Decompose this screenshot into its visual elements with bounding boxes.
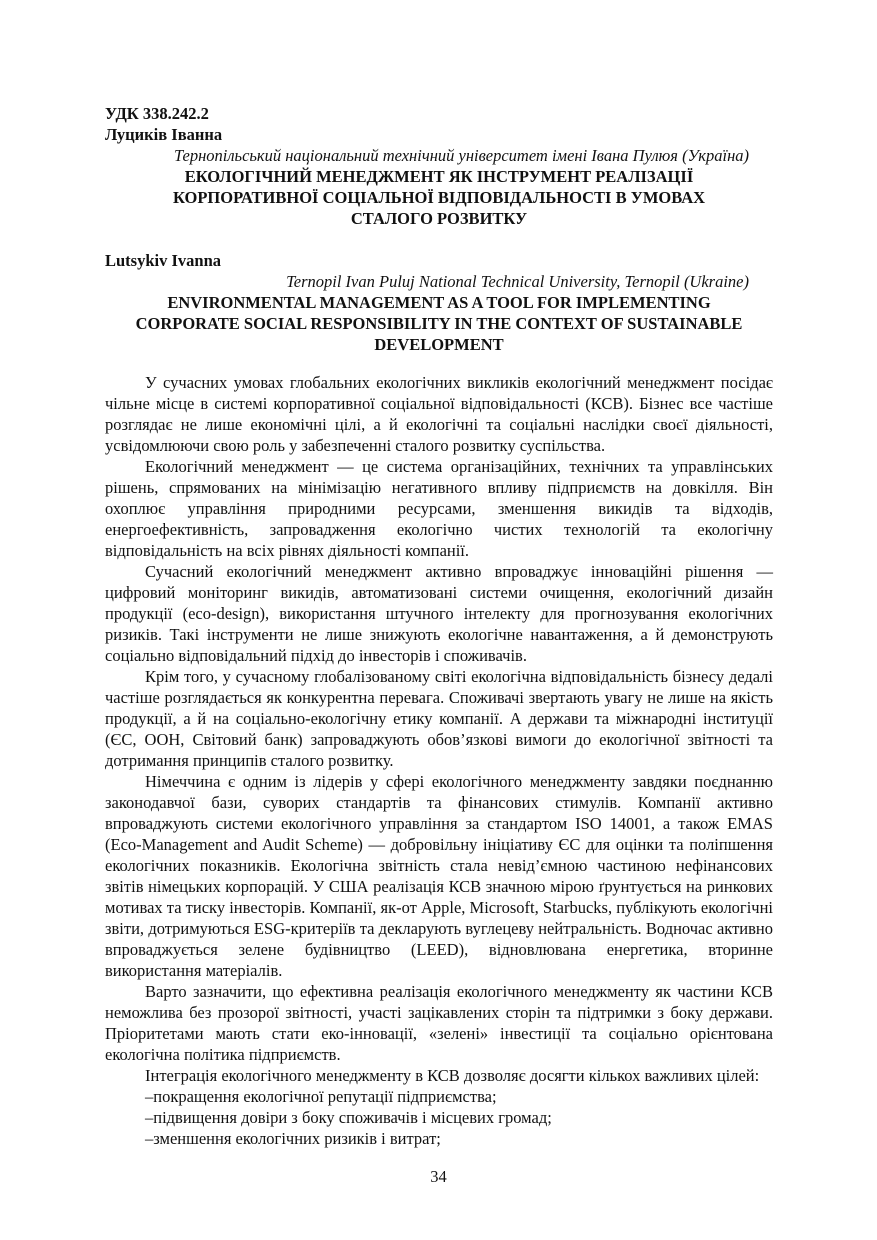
page-number: 34	[430, 1167, 447, 1186]
article-body	[105, 372, 773, 1149]
list-item-3: –зменшення екологічних ризиків і витрат;	[145, 1129, 441, 1148]
affiliation-en: Ternopil Ivan Puluj National Technical University, Ternopil (Ukraine)	[286, 272, 749, 291]
list-item-1: –покращення екологічної репутації підприємства;	[145, 1087, 497, 1106]
section-spacer	[105, 229, 773, 250]
body-paragraph-5: Німеччина є одним із лідерів у сфері екологічного менеджменту завдяки поєднанню законодавчої бази, суворих стандартів та фінансових стимулів. Компанії активно впроваджують системи екологічного управління за стандартом ISO 14001, а також EMAS (Eco-Management and Audit Scheme) — добровільну ініціативу ЄС для оцінки та поліпшення екологічних показників. Екологічна звітність стала невід’ємною частиною нефінансових звітів німецьких корпорацій. У США реалізація КСВ значною мірою ґрунтується на ринкових мотивах та тиску інвесторів. Компанії, як-от Apple, Microsoft, Starbucks, публікують екологічні звіти, дотримуються ESG-критеріїв та декларують вуглецеву нейтральність. Водночас активно впроваджується зелене будівництво (LEED), відновлювана енергетика, вторинне використання матеріалів.	[105, 772, 773, 980]
article-page	[105, 103, 773, 1149]
affiliation-ua: Тернопільський національний технічний університет імені Івана Пулюя (Україна)	[173, 146, 749, 165]
udc-code: УДК 338.242.2	[105, 104, 209, 123]
body-paragraph-3: Сучасний екологічний менеджмент активно впроваджує інноваційні рішення — цифровий моніторинг викидів, автоматизовані системи очищення, екологічний дизайн продукції (eco-design), використання штучного інтелекту для прогнозування екологічних ризиків. Такі інструменти не лише знижують екологічне навантаження, а й демонструють соціально відповідальний підхід до інвесторів і споживачів.	[105, 562, 773, 665]
author-name-ua: Луциків Іванна	[105, 125, 223, 144]
author-name-en: Lutsykiv Ivanna	[105, 251, 222, 270]
body-paragraph-7: Інтеграція екологічного менеджменту в КСВ дозволяє досягти кількох важливих цілей:	[145, 1066, 760, 1085]
body-paragraph-1: У сучасних умовах глобальних екологічних викликів екологічний менеджмент посідає чільне місце в системі корпоративної соціальної відповідальності (КСВ). Бізнес все частіше розглядає не лише економічні цілі, а й екологічні та соціальні наслідки своєї діяльності, усвідомлюючи свою роль у забезпеченні сталого розвитку суспільства.	[105, 373, 773, 455]
body-paragraph-4: Крім того, у сучасному глобалізованому світі екологічна відповідальність бізнесу дедалі частіше розглядається як конкурентна перевага. Споживачі звертають увагу не лише на якість продукції, а й на соціально-екологічну етику компанії. А держави та міжнародні інституції (ЄС, ООН, Світовий банк) запроваджують обов’язкові вимоги до екологічної звітності та дотримання принципів сталого розвитку.	[105, 667, 773, 770]
article-title-ua: ЕКОЛОГІЧНИЙ МЕНЕДЖМЕНТ ЯК ІНСТРУМЕНТ РЕАЛІЗАЦІЇ КОРПОРАТИВНОЇ СОЦІАЛЬНОЇ ВІДПОВІДАЛЬНОСТІ В УМОВАХ СТАЛОГО РОЗВИТКУ	[172, 167, 706, 228]
article-title-en: ENVIRONMENTAL MANAGEMENT AS A TOOL FOR IMPLEMENTING CORPORATE SOCIAL RESPONSIBILITY IN THE CONTEXT OF SUSTAINABLE DEVELOPMENT	[135, 293, 743, 354]
body-paragraph-2: Екологічний менеджмент — це система організаційних, технічних та управлінських рішень, спрямованих на мінімізацію негативного впливу підприємств на довкілля. Він охоплює управління природними ресурсами, зменшення викидів та відходів, енергоефективність, запровадження екологічно чистих технологій та екологічну відповідальність на всіх рівнях діяльності компанії.	[105, 457, 773, 560]
body-paragraph-6: Варто зазначити, що ефективна реалізація екологічного менеджменту як частини КСВ неможлива без прозорої звітності, участі зацікавлених сторін та підтримки з боку держави. Пріоритетами мають стати еко-інновації, «зелені» інвестиції та соціально орієнтована екологічна політика підприємств.	[105, 982, 773, 1064]
list-item-2: –підвищення довіри з боку споживачів і місцевих громад;	[145, 1108, 552, 1127]
